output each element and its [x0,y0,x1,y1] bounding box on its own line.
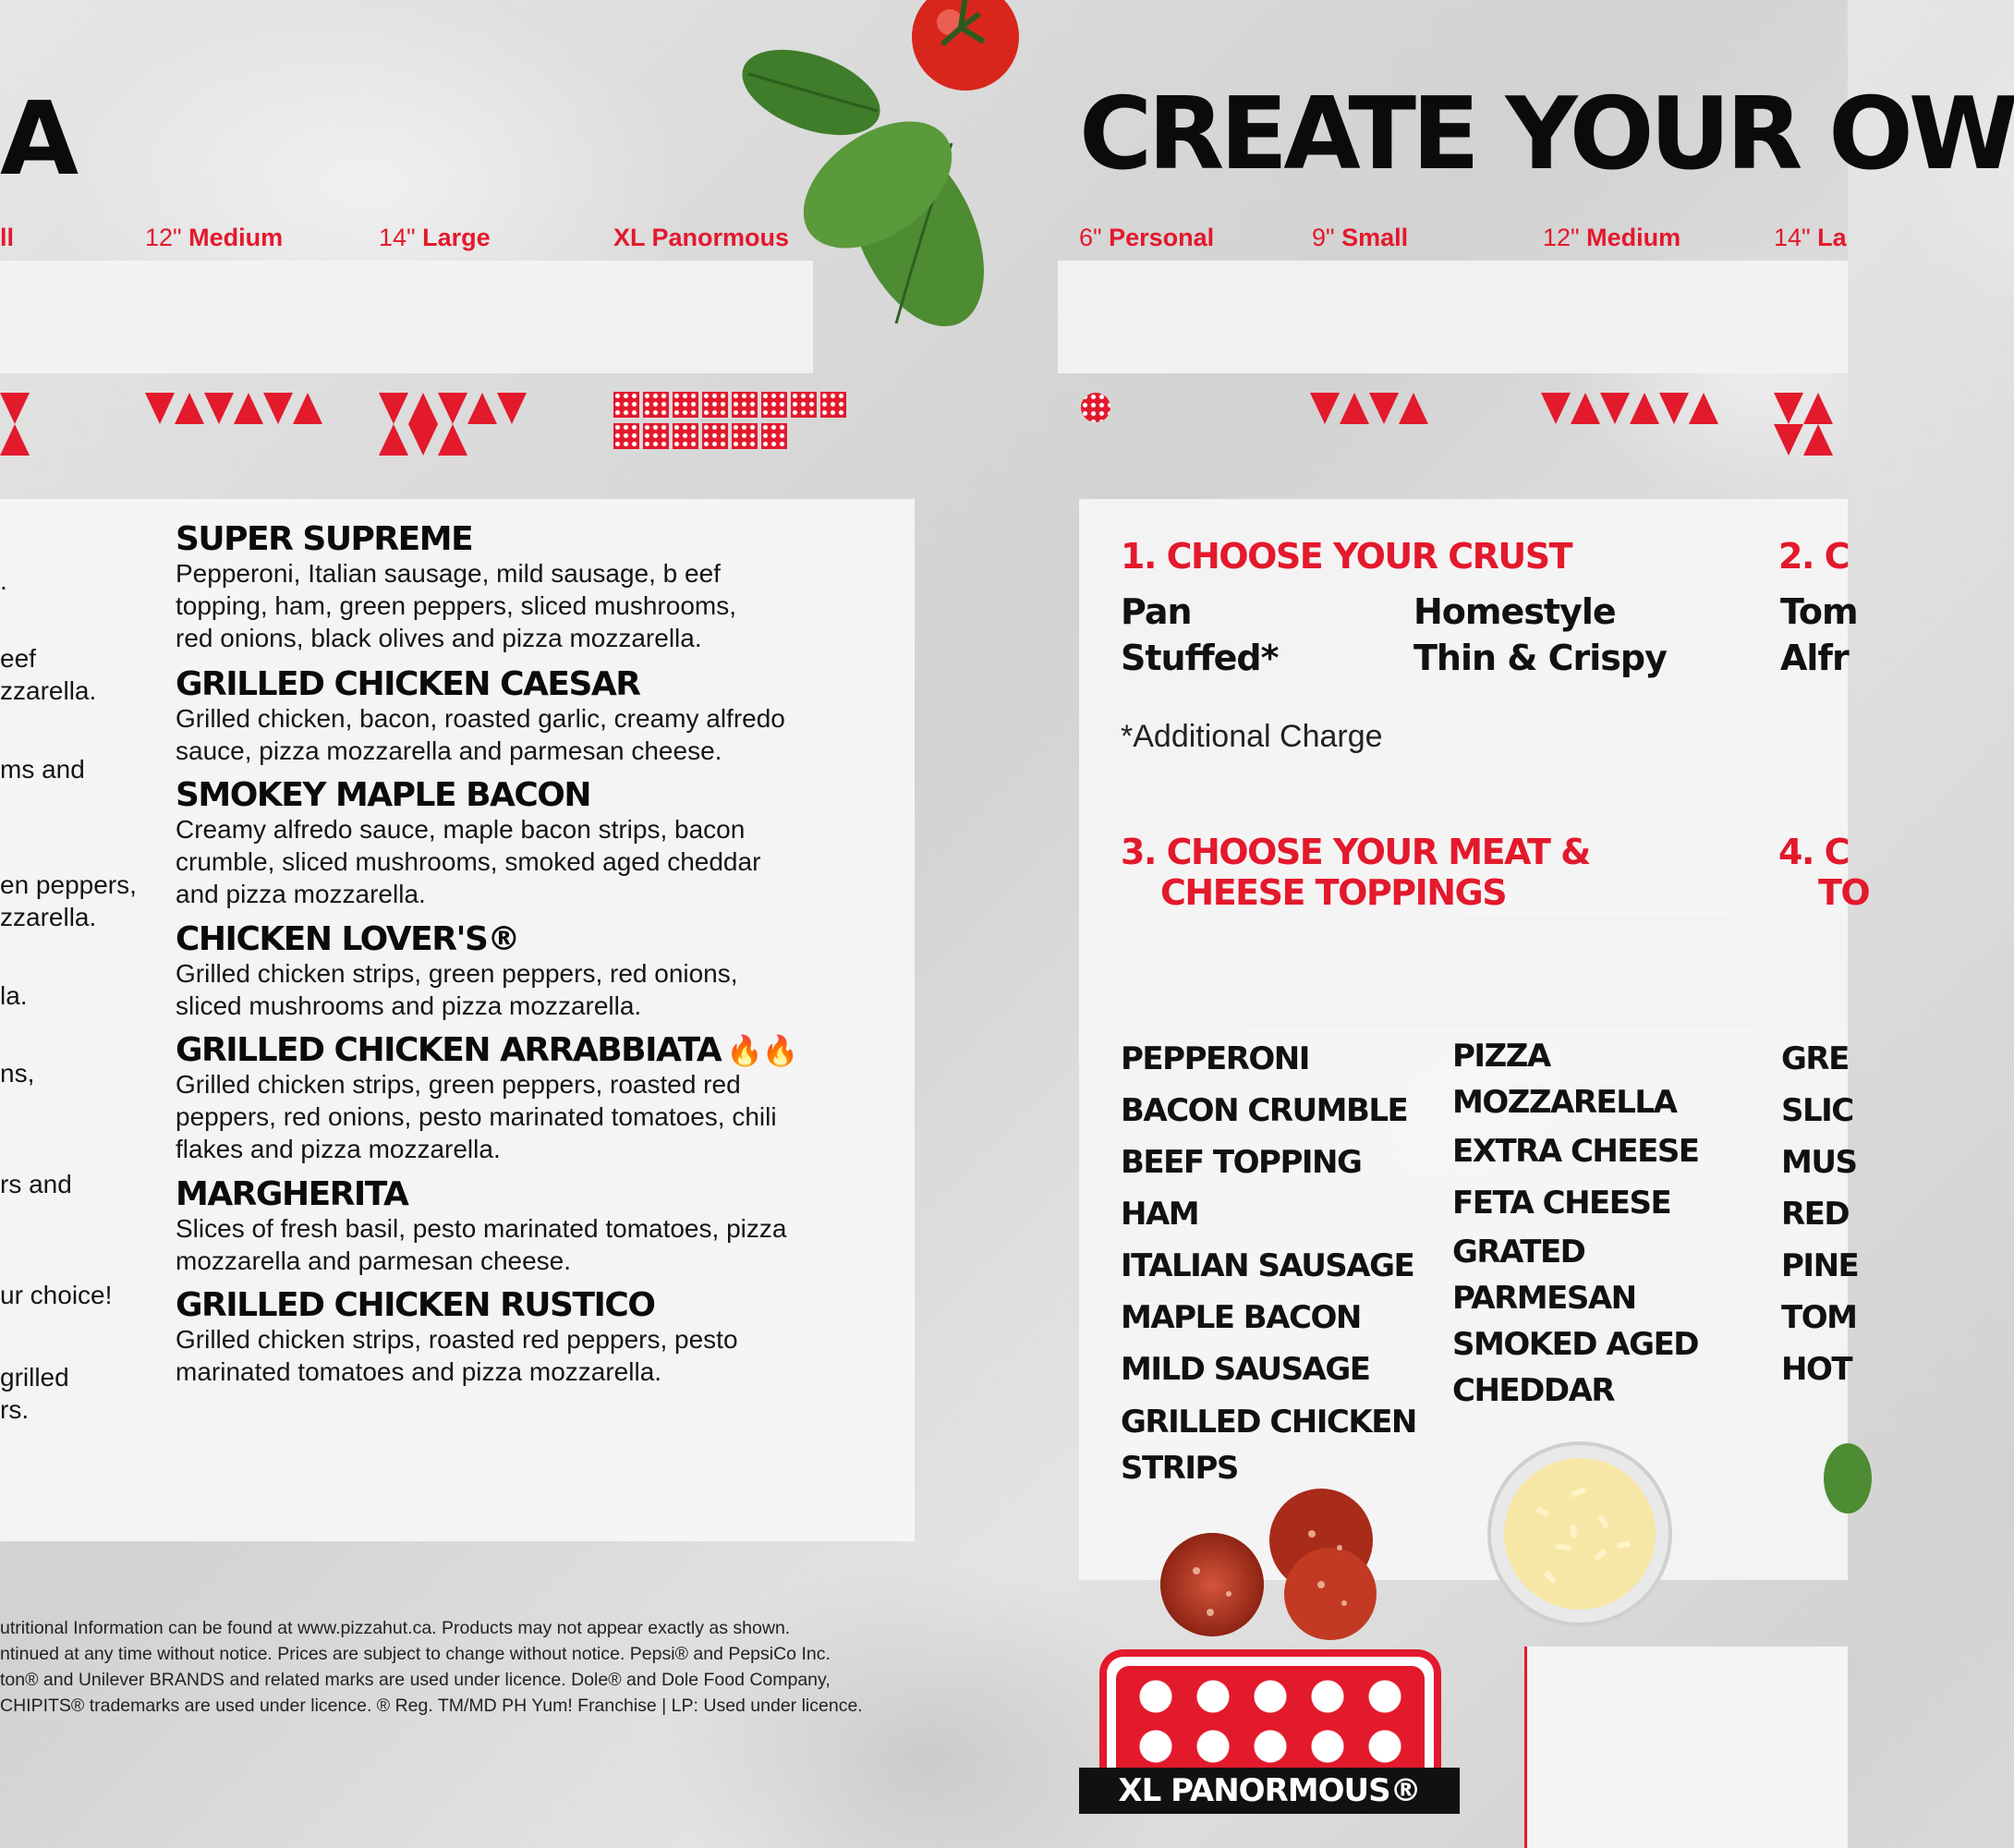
additional-charge-note: *Additional Charge [1121,719,1383,754]
item-title: GRILLED CHICKEN CAESAR [176,665,640,703]
step1-heading: 1. CHOOSE YOUR CRUST [1121,536,1572,577]
topping-item: PEPPERONI [1121,1040,1309,1077]
item-desc-line: peppers, red onions, pesto marinated tomatoes, chili [176,1101,777,1131]
tomato-basil-garnish-icon [702,0,1035,351]
slice-count-icon-medium [145,393,322,424]
item-desc-line: Grilled chicken strips, green peppers, roasted red [176,1069,741,1099]
slice-count-icon-large [1774,393,1848,456]
price-band-right [1058,261,1848,373]
meat-toppings-list [1121,1033,1416,1491]
left-desc-fragment: rs. [0,1395,30,1424]
left-desc-fragment: ns, [0,1059,35,1088]
item-desc-line: Grilled chicken, bacon, roasted garlic, creamy alfredo [176,703,785,733]
item-title: MARGHERITA [176,1175,408,1213]
slice-count-icon-small [0,393,55,456]
size-label-personal: 6" Personal [1079,224,1215,251]
item-desc-line: and pizza mozzarella. [176,879,426,908]
crust-option: Pan [1121,591,1192,632]
item-desc-line: Grilled chicken strips, green peppers, red onions, [176,958,738,988]
item-desc-line: crumble, sliced mushrooms, smoked aged cheddar [176,846,761,876]
left-desc-fragment: la. [0,981,28,1010]
legal-footnote-line: utritional Information can be found at www.pizzahut.ca. Products may not appear exactly as shown. [0,1618,791,1638]
topping-item: PARMESAN [1452,1280,1636,1317]
slice-count-icon-large [379,393,527,456]
topping-item: MAPLE BACON [1121,1299,1361,1336]
pepperoni-image-icon [1155,1483,1386,1645]
step4-heading: TO [1818,872,1870,913]
xl-panormous-logo-text: XL PANORMOUS® [1079,1768,1460,1814]
menu-item-grilled-chicken-rustico [176,1288,878,1388]
promo-box [1524,1647,1848,1848]
left-desc-fragment: zzarella. [0,903,97,931]
size-label-xl: XL Panormous [613,224,790,251]
menu-item-grilled-chicken-caesar [176,667,878,767]
size-label-large: 14" La [1774,224,1847,251]
left-desc-fragment: en peppers, [0,870,137,899]
topping-item: RED [1781,1196,1850,1233]
item-desc-line: Grilled chicken strips, roasted red peppers, pesto [176,1324,738,1354]
left-desc-fragment: ms and [0,755,85,784]
item-title: GRILLED CHICKEN RUSTICO [176,1286,655,1324]
item-desc-line: sauce, pizza mozzarella and parmesan cheese. [176,736,722,765]
topping-item: CHEDDAR [1452,1372,1615,1409]
left-desc-fragment: rs and [0,1170,72,1198]
item-desc-line: red onions, black olives and pizza mozzarella. [176,623,702,652]
topping-item: PINE [1781,1247,1859,1284]
topping-item: TOM [1781,1299,1857,1336]
crust-option: Stuffed* [1121,638,1279,678]
item-desc-line: marinated tomatoes and pizza mozzarella. [176,1356,662,1386]
legal-footnote-line: CHIPITS® trademarks are used under licence. ® Reg. TM/MD PH Yum! Franchise | LP: Used under licence. [0,1696,863,1716]
step3-heading: CHEESE TOPPINGS [1160,872,1507,913]
item-desc-line: Pepperoni, Italian sausage, mild sausage, b eef [176,558,721,588]
shredded-cheese-bowl-icon [1483,1441,1677,1626]
topping-item: PIZZA [1452,1038,1550,1075]
topping-item: BEEF TOPPING [1121,1144,1362,1181]
item-desc-line: flakes and pizza mozzarella. [176,1134,501,1163]
spicy-flame-icon: 🔥🔥 [726,1033,797,1068]
left-desc-fragment: eef [0,644,36,673]
topping-item: STRIPS [1121,1450,1238,1487]
left-desc-fragment: . [0,566,7,595]
item-desc-line: topping, ham, green peppers, sliced mushrooms, [176,590,736,620]
legal-footnote-line: ntinued at any time without notice. Prices are subject to change without notice. Pepsi® and PepsiCo Inc. [0,1644,831,1664]
slice-count-icon-personal [1081,393,1110,422]
basil-leaf-icon [1811,1441,1848,1515]
topping-item: SMOKED AGED [1452,1326,1699,1363]
legal-footnote-line: ton® and Unilever BRANDS and related marks are used under licence. Dole® and Dole Food Company, [0,1670,831,1690]
veggie-toppings-list [1781,1033,1858,1395]
menu-item-smokey-maple-bacon [176,778,878,910]
xl-panormous-logo [1099,1649,1441,1769]
item-title: SUPER SUPREME [176,520,473,558]
item-title: CHICKEN LOVER'S® [176,920,519,958]
topping-item: MOZZARELLA [1452,1084,1677,1121]
item-title: SMOKEY MAPLE BACON [176,776,591,814]
left-desc-fragment: ur choice! [0,1281,113,1309]
size-label-small: ll [0,224,15,251]
topping-item: GRILLED CHICKEN [1121,1404,1416,1441]
size-label-medium: 12" Medium [1543,224,1681,251]
topping-item: ITALIAN SAUSAGE [1121,1247,1414,1284]
menu-item-super-supreme [176,522,878,654]
menu-item-grilled-chicken-arrabbiata [176,1033,878,1165]
left-desc-fragment: grilled [0,1363,69,1392]
menu-item-margherita [176,1177,878,1277]
topping-item: MUS [1781,1144,1857,1181]
topping-item: GRATED [1452,1234,1585,1270]
price-band-left [0,261,813,373]
item-title: GRILLED CHICKEN ARRABBIATA 🔥🔥 [176,1031,797,1069]
step3-heading: 3. CHOOSE YOUR MEAT & [1121,832,1590,872]
step2-heading: 2. C [1778,536,1849,577]
topping-item: HAM [1121,1196,1199,1233]
crust-option: Homestyle [1413,591,1616,632]
xl-panormous-pan-icon [1116,1666,1425,1769]
left-desc-fragment: zzarella. [0,676,97,705]
crust-option: Thin & Crispy [1413,638,1667,678]
item-desc-line: sliced mushrooms and pizza mozzarella. [176,991,642,1020]
topping-item: MILD SAUSAGE [1121,1351,1370,1388]
topping-item: EXTRA CHEESE [1452,1133,1699,1170]
menu-item-chicken-lovers [176,922,878,1022]
topping-item: HOT [1781,1351,1852,1388]
size-label-medium: 12" Medium [145,224,284,251]
sauce-option: Tom [1780,591,1858,632]
item-desc-line: Creamy alfredo sauce, maple bacon strips, bacon [176,814,746,844]
slice-count-icon-small [1310,393,1458,424]
item-desc-line: mozzarella and parmesan cheese. [176,1246,572,1275]
create-your-own-title: CREATE YOUR OW [1079,77,2014,192]
topping-item: FETA CHEESE [1452,1185,1671,1222]
sauce-option: Alfr [1780,638,1849,678]
slice-count-icon-medium [1541,393,1718,424]
topping-item: GRE [1781,1040,1849,1077]
step4-heading: 4. C [1778,832,1849,872]
size-label-large: 14" Large [379,224,491,251]
item-desc-line: Slices of fresh basil, pesto marinated tomatoes, pizza [176,1213,787,1243]
topping-item: SLIC [1781,1092,1853,1129]
size-label-small: 9" Small [1312,224,1409,251]
cheese-toppings-list [1452,1033,1699,1414]
left-page-title-fragment: A [0,79,76,198]
topping-item: BACON CRUMBLE [1121,1092,1408,1129]
topping-price-band [1109,917,1848,1027]
slice-count-icon-xl [613,392,850,455]
